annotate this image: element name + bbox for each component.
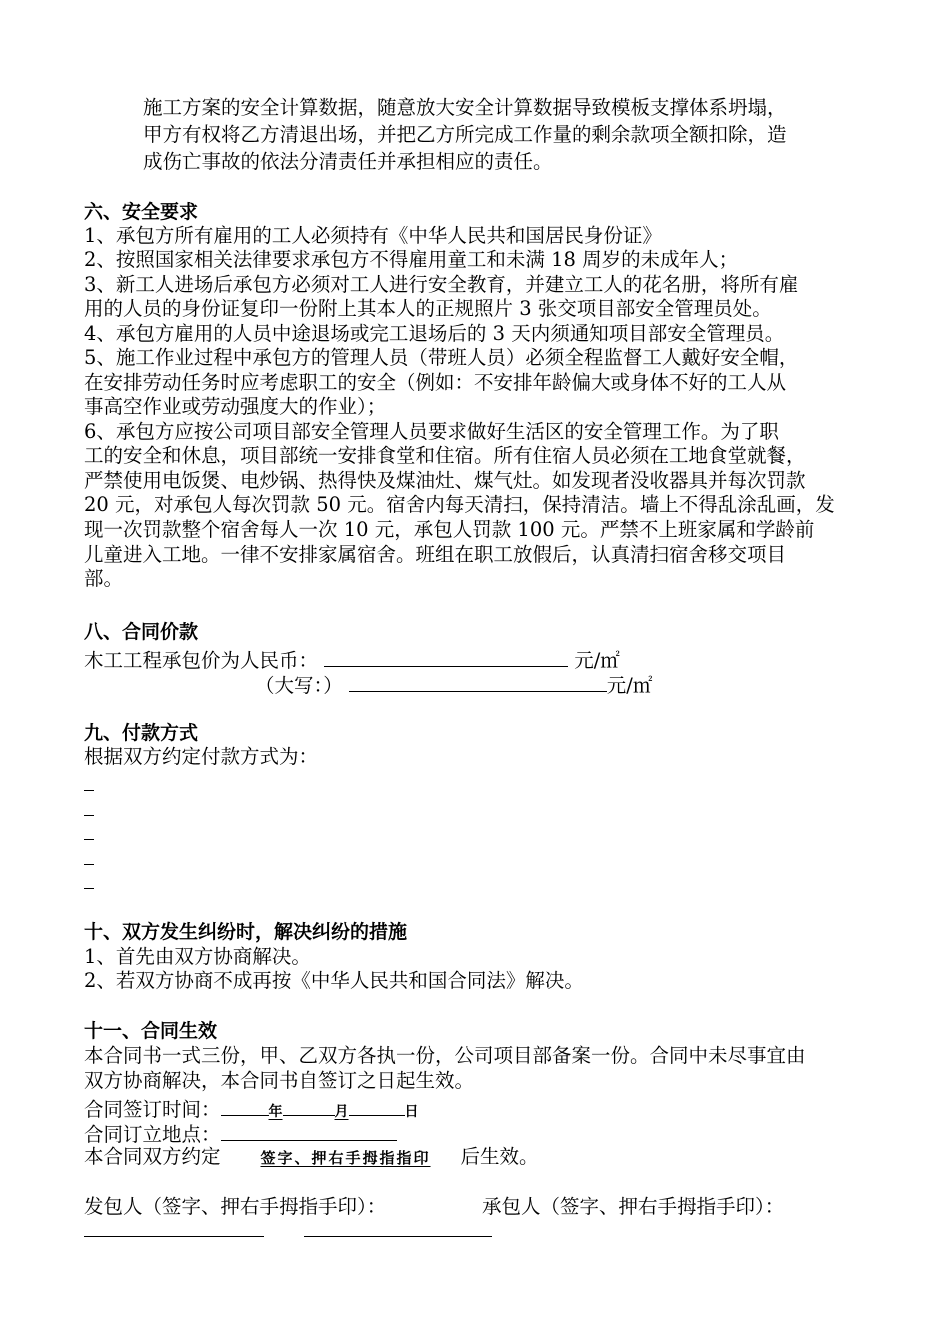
- month-blank[interactable]: [283, 1095, 335, 1116]
- year-label: 年: [268, 1104, 283, 1120]
- section-line: 事高空作业或劳动强度大的作业）；: [84, 395, 387, 418]
- section-line: 2、按照国家相关法律要求承包方不得雇用童工和未满 18 周岁的未成年人；: [84, 248, 739, 271]
- section-line: 儿童进入工地。一律不安排家属宿舍。班组在职工放假后，认真清扫宿舍移交项目: [84, 543, 787, 566]
- capital-unit: 元/㎡: [606, 674, 653, 697]
- day-blank[interactable]: [349, 1095, 405, 1116]
- section-line: 20 元，对承包人每次罚款 50 元。宿舍内每天清扫，保持清洁。墙上不得乱涂乱画，发: [84, 493, 835, 516]
- sign-place-label: 合同订立地点：: [84, 1123, 221, 1146]
- section-line: 1、承包方所有雇用的工人必须持有《中华人民共和国居民身份证》: [84, 224, 662, 247]
- price-blank[interactable]: [324, 646, 568, 667]
- section-line: 严禁使用电饭煲、电炒锅、热得快及煤油灶、煤气灶。如发现者没收器具并每次罚款: [84, 469, 806, 492]
- section-heading-dispute: 十、双方发生纠纷时，解决纠纷的措施: [84, 921, 408, 943]
- payment-blank-line[interactable]: [84, 864, 94, 865]
- day-label: 日: [404, 1104, 419, 1120]
- intro-line: 施工方案的安全计算数据，随意放大安全计算数据导致模板支撑体系坍塌，: [143, 96, 787, 119]
- month-label: 月: [334, 1104, 349, 1120]
- section-line: 现一次罚款整个宿舍每人一次 10 元，承包人罚款 100 元。严禁不上班家属和学龄前: [84, 518, 815, 541]
- section-heading-safety: 六、安全要求: [84, 201, 199, 223]
- price-row: [84, 646, 620, 673]
- section-heading-price: 八、合同价款: [84, 621, 199, 643]
- year-blank[interactable]: [221, 1095, 269, 1116]
- agreement-prefix: 本合同双方约定: [84, 1145, 221, 1168]
- price-label: 木工工程承包价为人民币：: [84, 649, 319, 672]
- capital-blank[interactable]: [349, 671, 607, 692]
- intro-line: 成伤亡事故的依法分清责任并承担相应的责任。: [143, 150, 553, 173]
- payment-blank-line[interactable]: [84, 790, 94, 791]
- capital-label: （大写：）: [255, 674, 343, 697]
- price-unit: 元/㎡: [568, 649, 620, 672]
- agreement-suffix: 后生效。: [460, 1145, 539, 1168]
- party-b-label: 承包人（签字、押右手拇指手印）：: [482, 1195, 785, 1218]
- section-line: 2、若双方协商不成再按《中华人民共和国合同法》解决。: [84, 969, 584, 992]
- payment-blank-line[interactable]: [84, 815, 94, 816]
- intro-line: 甲方有权将乙方清退出场，并把乙方所完成工作量的剩余款项全额扣除，造: [143, 123, 787, 146]
- section-line: 在安排劳动任务时应考虑职工的安全（例如：不安排年龄偏大或身体不好的工人从: [84, 371, 787, 394]
- section-line: 双方协商解决，本合同书自签订之日起生效。: [84, 1069, 475, 1092]
- section-heading-effect: 十一、合同生效: [84, 1020, 218, 1042]
- payment-blank-line[interactable]: [84, 839, 94, 840]
- party-a-signature-line[interactable]: [84, 1236, 264, 1237]
- section-line: 工的安全和休息，项目部统一安排食堂和住宿。所有住宿人员必须在工地食堂就餐，: [84, 444, 806, 467]
- section-line: 6、承包方应按公司项目部安全管理人员要求做好生活区的安全管理工作。为了职: [84, 420, 779, 443]
- sign-place-blank[interactable]: [221, 1120, 397, 1141]
- section-line: 4、承包方雇用的人员中途退场或完工退场后的 3 天内须通知项目部安全管理员。: [84, 322, 785, 345]
- sign-place-row: [84, 1120, 397, 1147]
- party-a-label: 发包人（签字、押右手拇指手印）：: [84, 1195, 387, 1218]
- section-line: 1、首先由双方协商解决。: [84, 945, 311, 968]
- section-heading-payment: 九、付款方式: [84, 722, 199, 744]
- section-line: 用的人员的身份证复印一份附上其本人的正规照片 3 张交项目部安全管理员处。: [84, 297, 772, 320]
- section-line: 5、施工作业过程中承包方的管理人员（带班人员）必须全程监督工人戴好安全帽，: [84, 346, 799, 369]
- agreement-row: [84, 1145, 539, 1170]
- agreement-fill: 签字、押右手拇指指印: [260, 1149, 431, 1167]
- section-line: 3、新工人进场后承包方必须对工人进行安全教育，并建立工人的花名册，将所有雇: [84, 273, 799, 296]
- sign-time-label: 合同签订时间：: [84, 1098, 221, 1121]
- section-line: 部。: [84, 567, 124, 590]
- party-b-signature-line[interactable]: [304, 1236, 492, 1237]
- payment-intro: 根据双方约定付款方式为：: [84, 745, 319, 768]
- capital-row: [255, 671, 652, 698]
- payment-blank-line[interactable]: [84, 888, 94, 889]
- section-line: 本合同书一式三份，甲、乙双方各执一份，公司项目部备案一份。合同中未尽事宜由: [84, 1044, 806, 1067]
